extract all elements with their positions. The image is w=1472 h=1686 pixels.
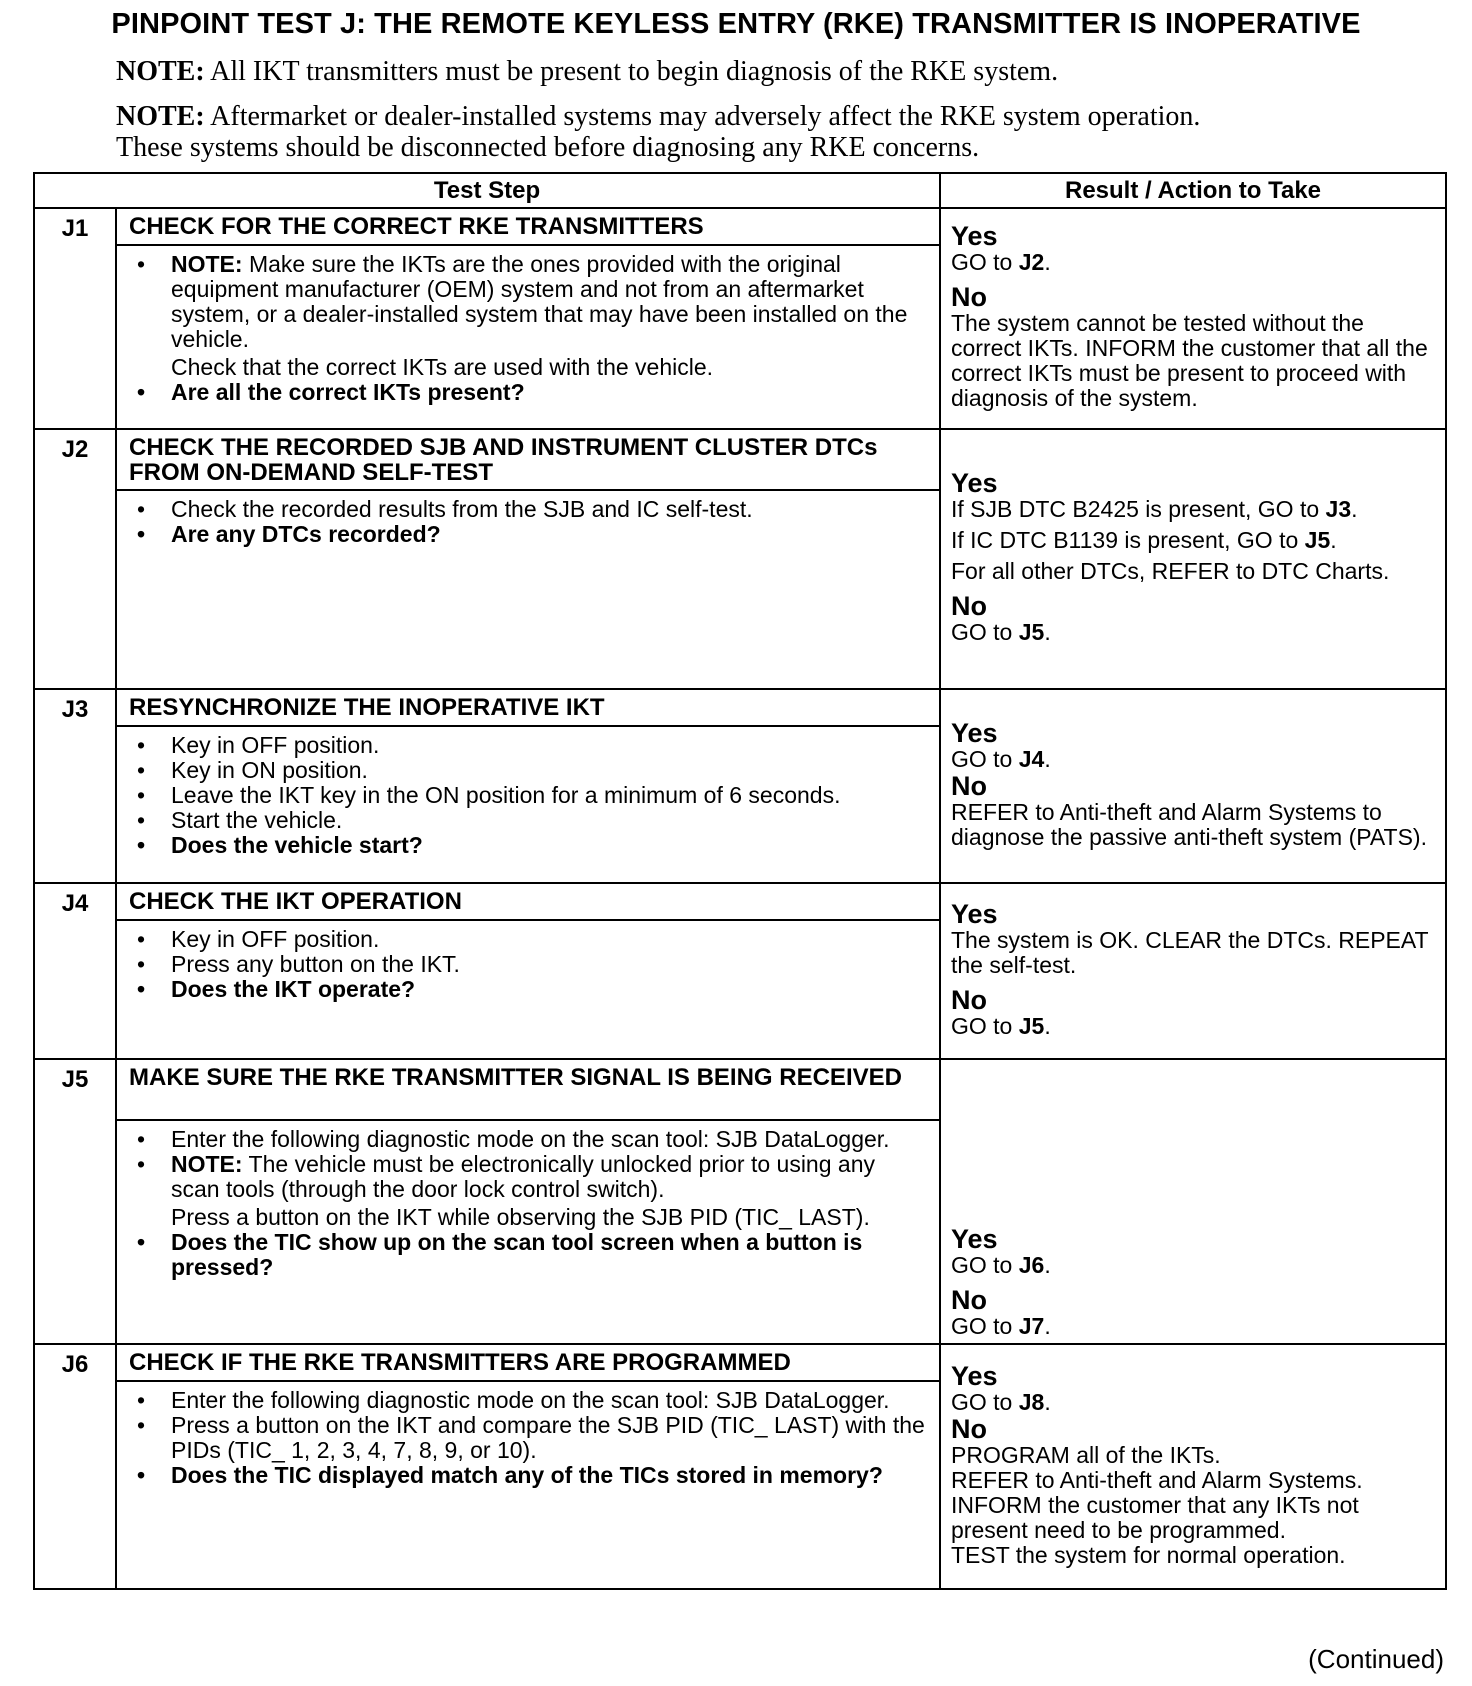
result-no-text: The system cannot be tested without the correct IKTs. INFORM the customer that all the correct IKTs must be present to proceed with diagnosis of the system. <box>951 310 1428 411</box>
list-item: • Key in ON position. <box>129 758 929 783</box>
result-no-label: No <box>951 282 987 312</box>
step-heading: CHECK THE IKT OPERATION <box>116 883 940 920</box>
list-item: • Are all the correct IKTs present? <box>129 380 929 405</box>
list-item: • Does the TIC show up on the scan tool screen when a button is pressed? <box>129 1230 929 1280</box>
note-text: All IKT transmitters must be present to begin diagnosis of the RKE system. <box>210 56 1059 87</box>
result-yes-text: The system is OK. CLEAR the DTCs. REPEAT the self-test. <box>951 926 1429 978</box>
step-row-j1 <box>34 208 1446 245</box>
step-row-j6 <box>34 1344 1446 1381</box>
note-transmitters <box>116 56 1256 87</box>
result-no-label: No <box>951 984 987 1015</box>
result-no-label: No <box>951 1285 987 1315</box>
pinpoint-test-table <box>33 172 1447 1590</box>
step-id: J6 <box>34 1344 116 1381</box>
step-body <box>116 920 940 1059</box>
header-test-step: Test Step <box>34 173 940 208</box>
header-result-action: Result / Action to Take <box>940 173 1446 208</box>
step-row-j3 <box>34 689 1446 726</box>
note-label: NOTE: <box>116 56 205 87</box>
list-item: • Start the vehicle. <box>129 808 929 833</box>
result-no-label: No <box>951 770 987 801</box>
step-id: J4 <box>34 883 116 920</box>
step-result <box>940 689 1446 883</box>
result-no-text: PROGRAM all of the IKTs. <box>951 1441 1221 1468</box>
list-item: • Does the vehicle start? <box>129 833 929 858</box>
step-id: J3 <box>34 689 116 726</box>
list-item: • Enter the following diagnostic mode on the scan tool: SJB DataLogger. <box>129 1388 929 1413</box>
list-item: • Leave the IKT key in the ON position for a minimum of 6 seconds. <box>129 783 929 808</box>
result-yes-label: Yes <box>951 898 998 929</box>
step-body <box>116 245 940 429</box>
result-no-text: REFER to Anti-theft and Alarm Systems. <box>951 1466 1363 1493</box>
step-body <box>116 1381 940 1589</box>
step-row-j2 <box>34 429 1446 490</box>
list-item: • Key in OFF position. <box>129 927 929 952</box>
result-no-text: INFORM the customer that any IKTs not present need to be programmed. <box>951 1491 1359 1543</box>
result-yes-text: GO to J6. <box>951 1252 1051 1278</box>
step-heading: CHECK IF THE RKE TRANSMITTERS ARE PROGRAMMED <box>116 1344 940 1381</box>
list-item: • Does the TIC displayed match any of the TICs stored in memory? <box>129 1463 929 1488</box>
list-item: • Key in OFF position. <box>129 733 929 758</box>
result-yes-text: GO to J2. <box>951 249 1051 275</box>
result-yes-text: GO to J8. <box>951 1388 1051 1415</box>
list-item: • Are any DTCs recorded? <box>129 522 929 547</box>
result-yes-text: If SJB DTC B2425 is present, GO to J3. <box>951 496 1358 522</box>
step-result <box>940 1344 1446 1589</box>
step-heading: RESYNCHRONIZE THE INOPERATIVE IKT <box>116 689 940 726</box>
continued-label: (Continued) <box>1308 1644 1444 1674</box>
step-heading: MAKE SURE THE RKE TRANSMITTER SIGNAL IS BEING RECEIVED <box>116 1059 940 1120</box>
step-id: J1 <box>34 208 116 245</box>
note-aftermarket <box>116 101 1256 163</box>
result-yes-label: Yes <box>951 468 998 498</box>
step-result <box>940 883 1446 1059</box>
step-heading: CHECK THE RECORDED SJB AND INSTRUMENT CLUSTER DTCs FROM ON-DEMAND SELF-TEST <box>116 429 940 490</box>
note-label: NOTE: <box>116 101 205 132</box>
list-item: • Enter the following diagnostic mode on the scan tool: SJB DataLogger. <box>129 1127 929 1152</box>
step-body <box>116 726 940 883</box>
result-no-label: No <box>951 591 987 621</box>
result-no-text: REFER to Anti-theft and Alarm Systems to diagnose the passive anti-theft system (PATS). <box>951 798 1427 850</box>
list-item: • NOTE: The vehicle must be electronically unlocked prior to using any scan tools (through the door lock control switch). <box>129 1152 929 1202</box>
result-yes-label: Yes <box>951 1224 998 1254</box>
note-text: Aftermarket or dealer-installed systems may adversely affect the RKE system operation. These systems should be disconnected before diagnosing any RKE concerns. <box>116 101 1201 163</box>
result-no-text: GO to J7. <box>951 1313 1051 1339</box>
result-no-label: No <box>951 1413 987 1444</box>
step-id: J2 <box>34 429 116 490</box>
step-result <box>940 1059 1446 1344</box>
step-result <box>940 208 1446 429</box>
list-item: Check that the correct IKTs are used with the vehicle. <box>171 354 714 380</box>
list-item: • Check the recorded results from the SJB and IC self-test. <box>129 497 929 522</box>
result-yes-label: Yes <box>951 717 998 748</box>
list-item: • Does the IKT operate? <box>129 977 929 1002</box>
list-item: • Press a button on the IKT and compare the SJB PID (TIC_ LAST) with the PIDs (TIC_ 1, 2, 3, 4, 7, 8, 9, or 10). <box>129 1413 929 1463</box>
result-yes-text: GO to J4. <box>951 745 1051 772</box>
list-item: • Press any button on the IKT. <box>129 952 929 977</box>
step-result <box>940 429 1446 689</box>
table-header-row <box>34 173 1446 208</box>
result-no-text: TEST the system for normal operation. <box>951 1541 1346 1568</box>
step-body <box>116 490 940 689</box>
page-title: PINPOINT TEST J: THE REMOTE KEYLESS ENTRY (RKE) TRANSMITTER IS INOPERATIVE <box>111 8 1361 40</box>
list-item: • NOTE: Make sure the IKTs are the ones provided with the original equipment manufacturer (OEM) system and not from an aftermarket system, or a dealer-installed system that may have been installed on the vehicle. <box>129 252 929 352</box>
list-item: Press a button on the IKT while observing the SJB PID (TIC_ LAST). <box>171 1204 870 1230</box>
step-heading: CHECK FOR THE CORRECT RKE TRANSMITTERS <box>116 208 940 245</box>
result-yes-text: If IC DTC B1139 is present, GO to J5. <box>951 527 1337 553</box>
result-yes-label: Yes <box>951 221 998 251</box>
result-no-text: GO to J5. <box>951 1012 1051 1039</box>
result-yes-text: For all other DTCs, REFER to DTC Charts. <box>951 558 1390 584</box>
result-yes-label: Yes <box>951 1360 998 1391</box>
result-no-text: GO to J5. <box>951 619 1051 645</box>
step-row-j4 <box>34 883 1446 920</box>
step-id: J5 <box>34 1059 116 1120</box>
step-body <box>116 1120 940 1344</box>
step-row-j5 <box>34 1059 1446 1120</box>
